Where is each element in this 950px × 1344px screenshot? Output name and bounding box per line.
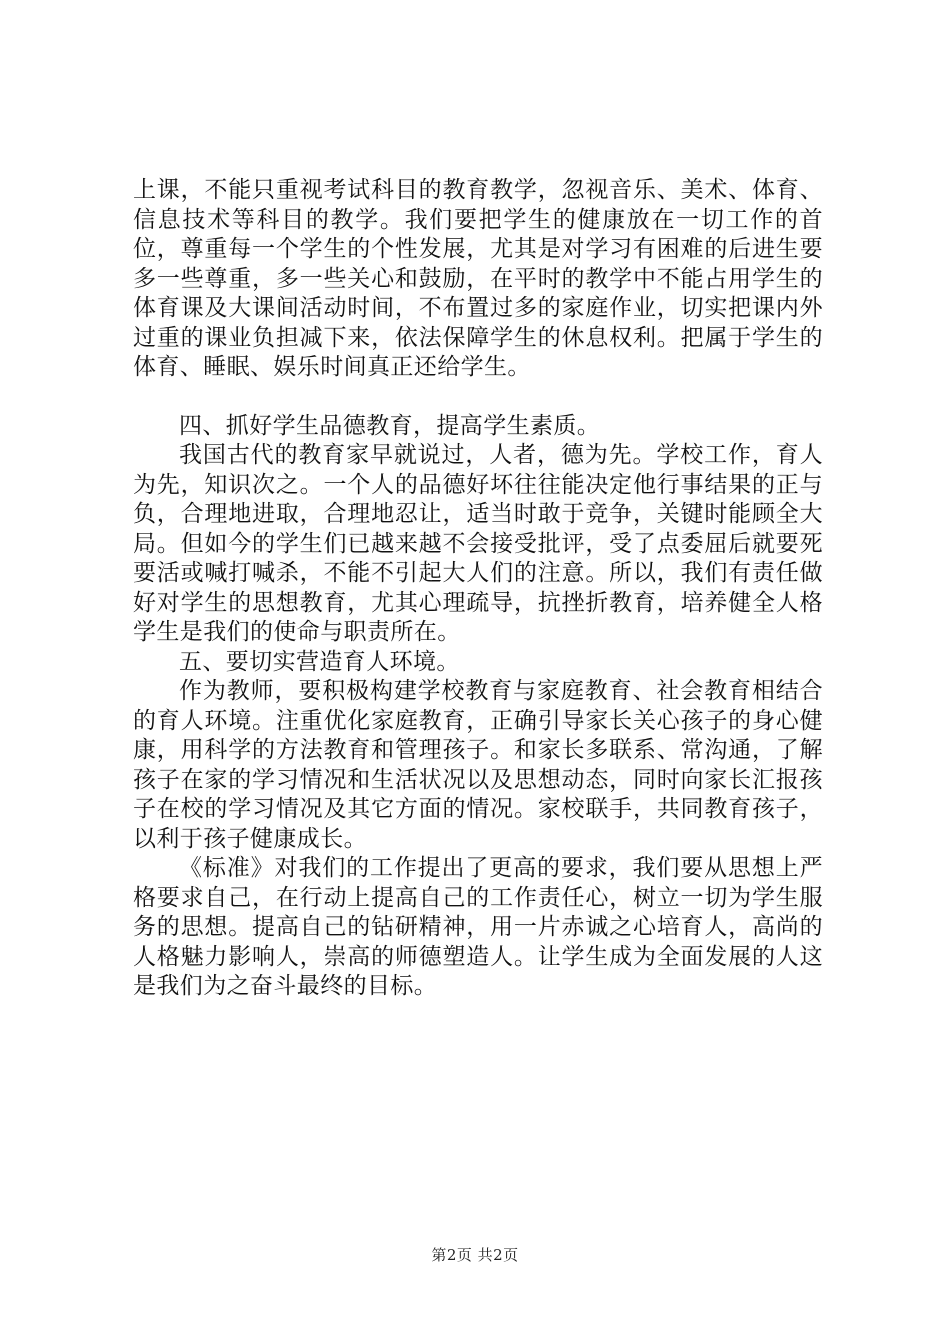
section-heading-four: 四、抓好学生品德教育，提高学生素质。: [179, 412, 601, 439]
paragraph-moral-education: 我国古代的教育家早就说过，人者，德为先。学校工作，育人为先，知识次之。一个人的品德好坏往往能决定他行事结果的正与负，合理地进取，合理地忍让，适当时敢于竞争，关键时能顾全大局。但如今的学生们已越来越不会接受批评，受了点委屈后就要死要活或喊打喊杀，不能不引起大人们的注意。所以，我们有责任做好对学生的思想教育，尤其心理疏导，抗挫折教育，培养健全人格学生是我们的使命与职责所在。: [133, 442, 823, 645]
paragraph-continuation: 上课，不能只重视考试科目的教育教学，忽视音乐、美术、体育、信息技术等科目的教学。我们要把学生的健康放在一切工作的首位，尊重每一个学生的个性发展，尤其是对学习有困难的后进生要多一些尊重，多一些关心和鼓励，在平时的教学中不能占用学生的体育课及大课间活动时间，不布置过多的家庭作业，切实把课内外过重的课业负担减下来，依法保障学生的休息权利。把属于学生的体育、睡眠、娱乐时间真正还给学生。: [133, 177, 823, 380]
paragraph-environment: 作为教师，要积极构建学校教育与家庭教育、社会教育相结合的育人环境。注重优化家庭教育，正确引导家长关心孩子的身心健康，用科学的方法教育和管理孩子。和家长多联系、常沟通，了解孩子在家的学习情况和生活状况以及思想动态，同时向家长汇报孩子在校的学习情况及其它方面的情况。家校联手，共同教育孩子，以利于孩子健康成长。: [133, 678, 823, 852]
document-body: [133, 176, 823, 1002]
page-number-footer: 第2页 共2页: [431, 1246, 519, 1264]
paragraph-conclusion: 《标准》对我们的工作提出了更高的要求，我们要从思想上严格要求自己，在行动上提高自己的工作责任心，树立一切为学生服务的思想。提高自己的钻研精神，用一片赤诚之心培育人，高尚的人格魅力影响人，崇高的师德塑造人。让学生成为全面发展的人这是我们为之奋斗最终的目标。: [133, 855, 823, 999]
section-heading-five: 五、要切实营造育人环境。: [179, 648, 460, 675]
